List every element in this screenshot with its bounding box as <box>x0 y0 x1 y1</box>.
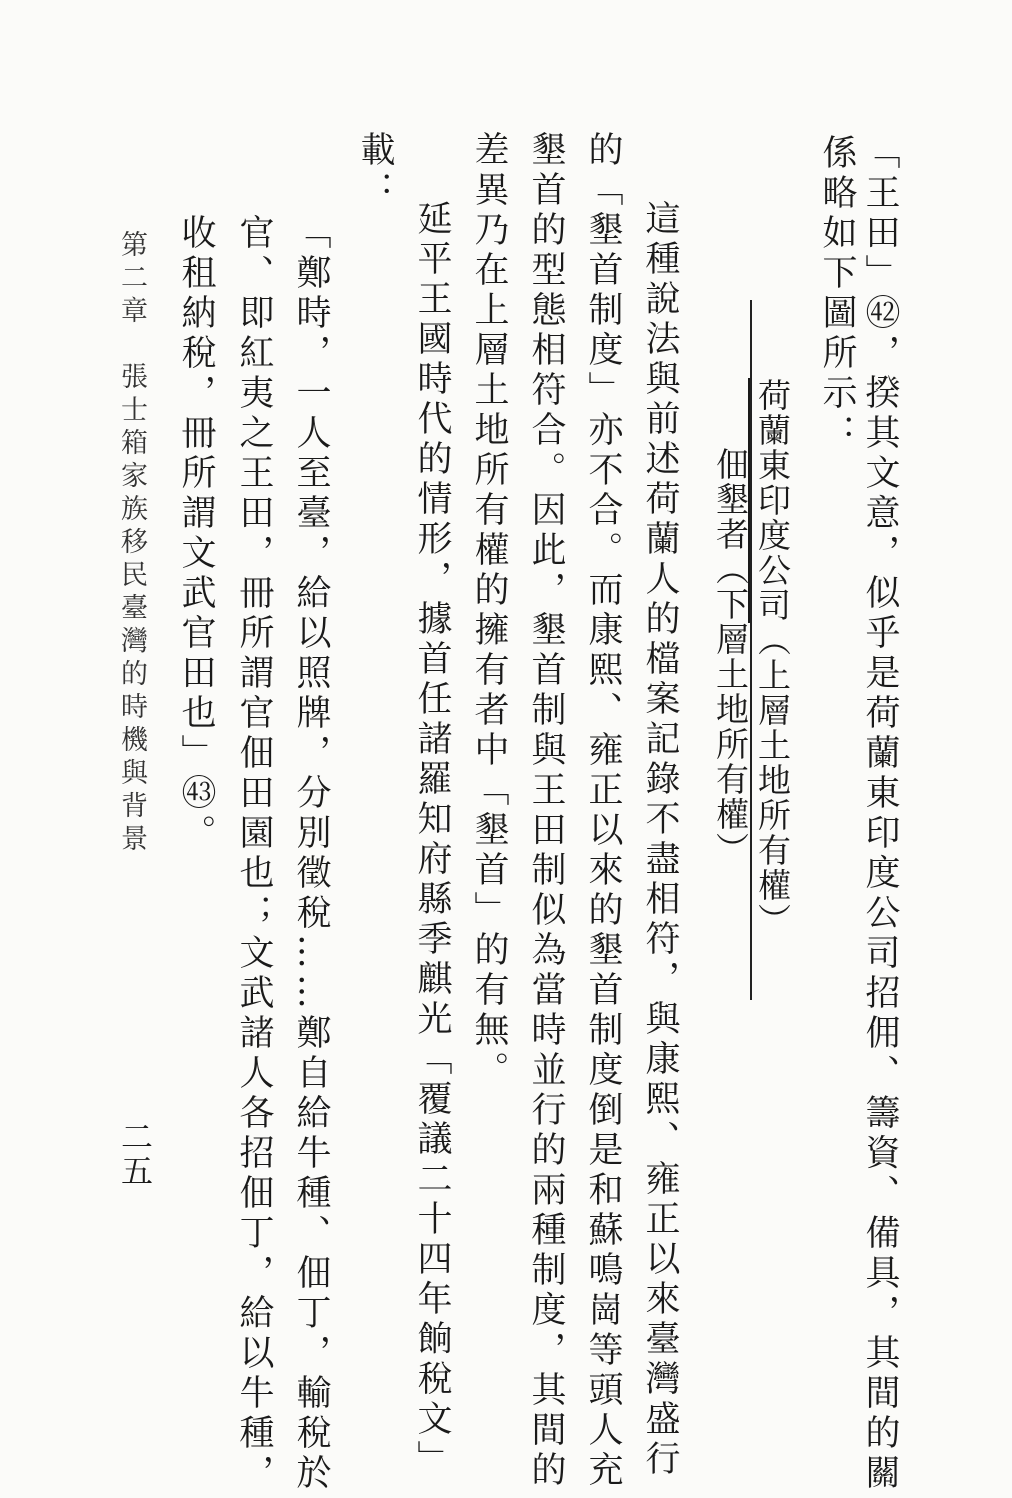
text-column-11: 收租納稅，冊所謂文武官田也」㊸。 <box>176 214 216 854</box>
page-number: 二五 <box>116 1120 154 1188</box>
diagram-upper-paren: （上層土地所有權） <box>753 623 792 938</box>
text-column-2: 係略如下圖所示： <box>817 134 857 454</box>
text-column-5: 墾首的型態相符合。因此，墾首制與王田制似為當時並行的兩種制度，其間的 <box>526 131 566 1491</box>
diagram-lower-paren: （下層土地所有權） <box>711 552 750 867</box>
text-column-1: 「王田」㊷，揆其文意，似乎是荷蘭東印度公司招佣、籌資、備具，其間的關 <box>860 134 900 1494</box>
diagram-lower-label: 佃墾者 <box>711 447 750 552</box>
diagram-lower-owner <box>711 447 750 867</box>
text-column-8: 載： <box>355 131 395 211</box>
chapter-title: 張士箱家族移民臺灣的時機與背景 <box>116 362 147 857</box>
text-column-10: 官、即紅夷之王田，冊所謂官佃田園也；文武諸人各招佃丁，給以牛種， <box>234 214 274 1494</box>
text-column-3: 這種說法與前述荷蘭人的檔案記錄不盡相符，與康熙、雍正以來臺灣盛行 <box>640 200 680 1480</box>
text-column-4: 的「墾首制度」亦不合。而康熙、雍正以來的墾首制度倒是和蘇鳴崗等頭人充 <box>583 131 623 1491</box>
diagram-upper-owner <box>753 378 792 938</box>
text-column-7: 延平王國時代的情形，據首任諸羅知府縣季麒光「覆議二十四年餉稅文」 <box>412 200 452 1480</box>
diagram-divider-line <box>750 300 752 1000</box>
text-column-9: 「鄭時，一人至臺，給以照牌，分別徵稅……鄭自給牛種、佃丁，輸稅於 <box>291 214 331 1494</box>
text-column-6: 差異乃在上層土地所有權的擁有者中「墾首」的有無。 <box>469 131 509 1091</box>
diagram-upper-label: 荷蘭東印度公司 <box>753 378 792 623</box>
chapter-label: 第二章 <box>116 230 147 329</box>
